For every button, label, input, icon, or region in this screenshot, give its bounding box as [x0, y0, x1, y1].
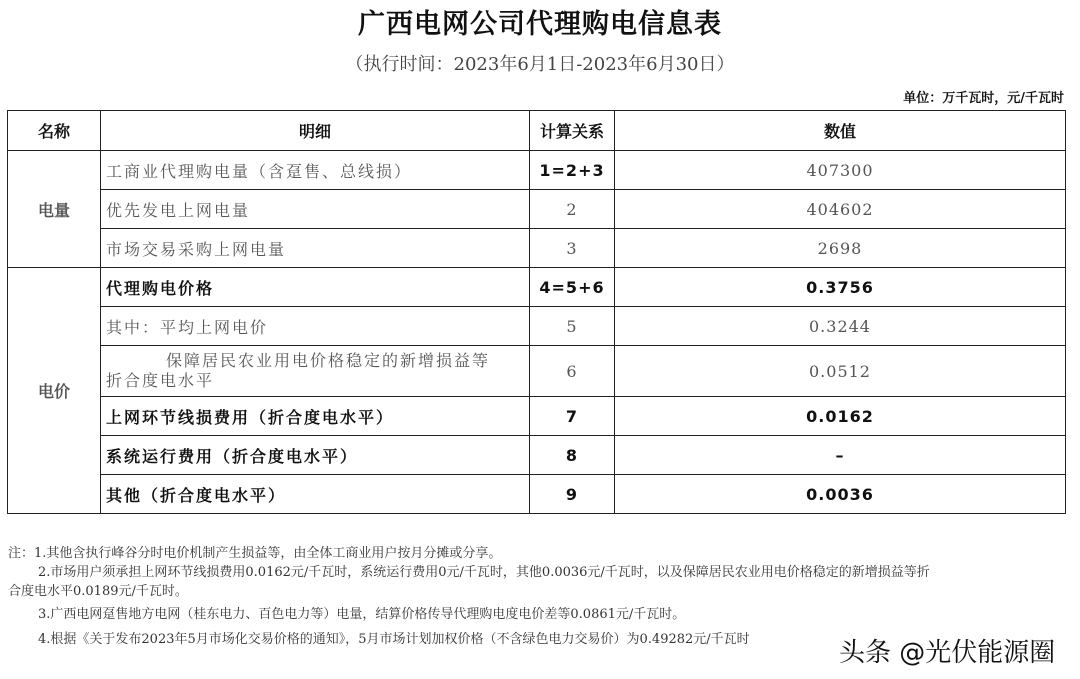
- row-value: 0.0162: [615, 397, 1066, 436]
- row-detail: 市场交易采购上网电量: [101, 229, 530, 268]
- note-3: 3.广西电网趸售地方电网（桂东电力、百色电力等）电量，结算价格传导代理购电度电价差等0.0861元/千瓦时。: [38, 607, 686, 622]
- table-row: [8, 151, 1066, 190]
- row-calc: 5: [530, 307, 615, 346]
- header-name: 名称: [8, 111, 101, 151]
- row-value: 2698: [615, 229, 1066, 268]
- note-1: 注：1.其他含执行峰谷分时电价机制产生损益等，由全体工商业用户按月分摊或分享。: [8, 546, 502, 561]
- row-value: 407300: [615, 151, 1066, 190]
- row-value: 0.3244: [615, 307, 1066, 346]
- table-header-row: [8, 111, 1066, 151]
- table-row: [8, 346, 1066, 397]
- row-value: 0.3756: [615, 268, 1066, 307]
- row-detail: 上网环节线损费用（折合度电水平）: [101, 397, 530, 436]
- unit-label: 单位：万千瓦时，元/千瓦时: [903, 91, 1064, 106]
- header-detail: 明细: [101, 111, 530, 151]
- header-value: 数值: [615, 111, 1066, 151]
- table-row: [8, 190, 1066, 229]
- row-value: 0.0036: [615, 475, 1066, 514]
- header-calc: 计算关系: [530, 111, 615, 151]
- note-4: 4.根据《关于发布2023年5月市场化交易价格的通知》，5月市场计划加权价格（不含绿色电力交易价）为0.49282元/千瓦时: [38, 632, 750, 647]
- row-calc: 4=5+6: [530, 268, 615, 307]
- page-title: 广西电网公司代理购电信息表: [358, 9, 722, 40]
- proxy-purchase-table: [7, 110, 1066, 514]
- source-watermark: 头条 @光伏能源圈: [835, 632, 1059, 669]
- row-detail: 系统运行费用（折合度电水平）: [101, 436, 530, 475]
- table-row: [8, 397, 1066, 436]
- row-detail: 其中：平均上网电价: [101, 307, 530, 346]
- category-electricity-volume: 电量: [8, 151, 101, 268]
- row-detail: 代理购电价格: [101, 268, 530, 307]
- table-row: [8, 436, 1066, 475]
- row-detail: 优先发电上网电量: [101, 190, 530, 229]
- row-calc: 9: [530, 475, 615, 514]
- table-row: [8, 229, 1066, 268]
- table-row: [8, 475, 1066, 514]
- execution-period: （执行时间：2023年6月1日-2023年6月30日）: [345, 54, 735, 75]
- row-calc: 2: [530, 190, 615, 229]
- table-row: [8, 307, 1066, 346]
- row-calc: 3: [530, 229, 615, 268]
- row-value: 0.0512: [615, 346, 1066, 397]
- row-detail-line1: 保障居民农业用电价格稳定的新增损益等: [166, 351, 491, 370]
- row-detail-line2: 折合度电水平: [106, 371, 215, 390]
- row-calc: 6: [530, 346, 615, 397]
- row-detail: 工商业代理购电量（含趸售、总线损）: [101, 151, 530, 190]
- note-2: 2.市场用户须承担上网环节线损费用0.0162元/千瓦时，系统运行费用0元/千瓦时，其他0.0036元/千瓦时，以及保障居民农业用电价格稳定的新增损益等折: [38, 565, 930, 580]
- table-row: [8, 268, 1066, 307]
- row-calc: 7: [530, 397, 615, 436]
- row-value: 404602: [615, 190, 1066, 229]
- row-calc: 8: [530, 436, 615, 475]
- note-2-cont: 合度电水平0.0189元/千瓦时。: [8, 584, 188, 599]
- row-detail: [101, 346, 530, 397]
- row-detail: 其他（折合度电水平）: [101, 475, 530, 514]
- row-value: –: [615, 436, 1066, 475]
- row-calc: 1=2+3: [530, 151, 615, 190]
- category-electricity-price: 电价: [8, 268, 101, 514]
